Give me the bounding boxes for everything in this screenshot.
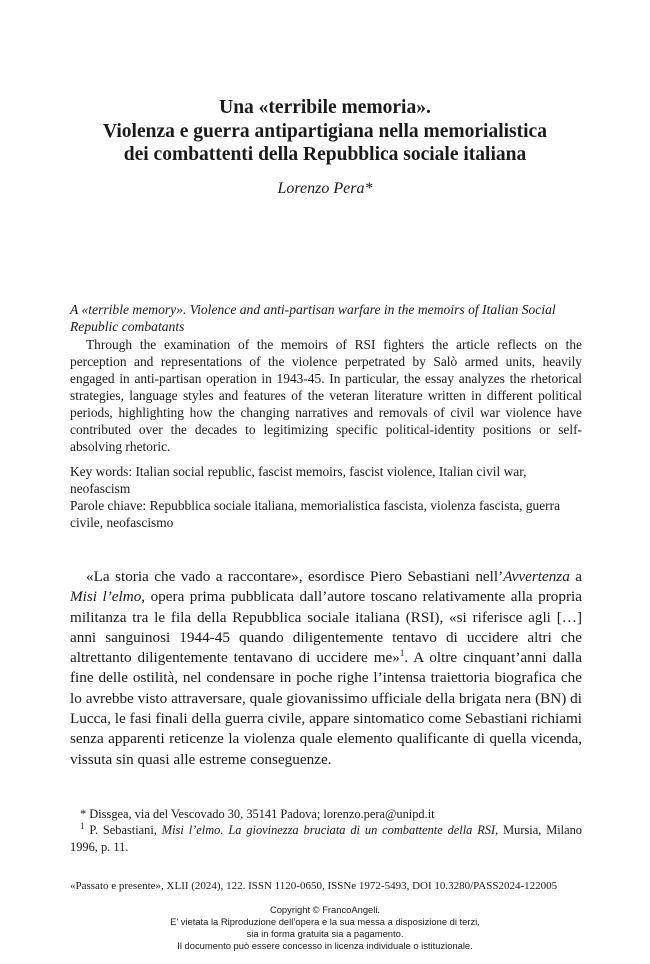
copyright-line-3: sia in forma gratuita sia a pagamento. <box>246 928 404 939</box>
title-line-1: Una «terribile memoria». <box>219 97 431 118</box>
author-footnote-mark: * <box>364 180 373 197</box>
title-line-2: Violenza e guerra antipartigiana nella memorialistica <box>103 120 547 142</box>
body-text-3: , opera prima pubblicata dall’autore toscano relativamente alla propria militanza tra le fila della Repubblica sociale italiana (RSI), «si riferisce agli […] anni sanguinosi 1944-45 quando diligentemente tentavo di uccidere altri che altrettanto diligentemente tentavano di uccidere me» <box>70 588 582 667</box>
body-text-4: . A oltre cinquant’anni dalla fine delle ostilità, nel condensare in poche righe l’intensa traiettoria biografica che lo avrebbe visto attraversare, quale giovanissimo ufficiale della brigata nera (BN) di Lucca, le fasi finali della guerra civile, appare sintomatico come Sebastiani richiami senza apparenti reticenze la violenza quale elemento qualificante di quella vicenda, vissuta sin quasi alle estreme conseguenze. <box>70 649 583 768</box>
title-line-3: dei combattenti della Repubblica sociale italiana <box>123 144 527 165</box>
journal-citation: «Passato e presente», XLII (2024), 122. ISSN 1120-0650, ISSNe 1972-5493, DOI 10.3280/PASS2024-122005 <box>70 880 558 892</box>
footnote-1-text-b: , Mursia, Milano 1996, p. 11. <box>70 823 582 854</box>
body-text-2: a <box>569 568 582 585</box>
footnote-1-book-title: Misi l’elmo. La giovinezza bruciata di un combattente della RSI <box>161 823 496 838</box>
footnote-1 <box>70 822 582 855</box>
footnotes <box>70 806 582 855</box>
abstract-title: A «terrible memory». Violence and anti-partisan warfare in the memoirs of Italian Social Republic combatants <box>70 302 556 334</box>
keywords-italian: Parole chiave: Repubblica sociale italiana, memorialistica fascista, violenza fascista, guerra civile, neofascismo <box>70 498 561 530</box>
copyright-line-2: E’ vietata la Riproduzione dell’opera e la sua messa a disposizione di terzi, <box>170 916 480 927</box>
footnote-1-number: 1 <box>80 821 85 832</box>
author-name: Lorenzo Pera <box>277 180 365 197</box>
keywords-block <box>70 463 586 531</box>
copyright-line-1: Copyright © FrancoAngeli. <box>269 904 381 915</box>
article-title <box>40 96 610 167</box>
keywords-english: Key words: Italian social republic, fascist memoirs, fascist violence, Italian civil war, neofascism <box>70 464 527 496</box>
body-italic-avvertenza: Avvertenza <box>503 568 570 585</box>
footnote-1-text-a: P. Sebastiani, <box>84 823 162 838</box>
abstract-body: Through the examination of the memoirs of RSI fighters the article reflects on the perception and representations of the violence perpetrated by Salò armed units, heavily engaged in anti-partisan operation in 1943-45. In particular, the essay analyzes the rhetorical strategies, language styles and features of the veteran literature written in different political periods, highlighting how the changing narratives and removals of civil war violence have contributed over the decades to legitimizing specific political-identity positions or self-absolving rhetoric. <box>70 337 582 454</box>
author-line <box>40 180 610 198</box>
body-text-1: «La storia che vado a raccontare», esordisce Piero Sebastiani nell’ <box>86 568 504 585</box>
copyright-notice <box>125 904 525 952</box>
body-paragraph <box>70 567 582 770</box>
copyright-line-4: Il documento può essere concesso in licenza individuale o istituzionale. <box>177 940 473 951</box>
footnote-reference-1: 1 <box>399 648 405 659</box>
body-italic-book-title: Misi l’elmo <box>70 588 142 606</box>
footnote-author-affiliation: * Dissgea, via del Vescovado 30, 35141 Padova; lorenzo.pera@unipd.it <box>80 807 435 821</box>
